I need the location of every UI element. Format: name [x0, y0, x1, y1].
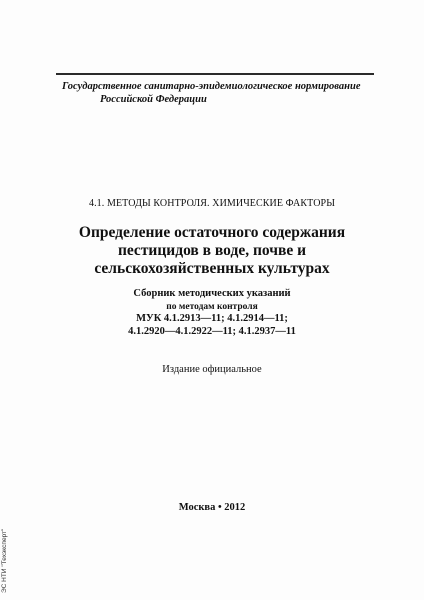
header-text — [56, 80, 374, 106]
title-line-3: сельскохозяйственных культурах — [94, 260, 330, 277]
collection-line-4: 4.1.2920—4.1.2922—11; 4.1.2937—11 — [128, 325, 296, 337]
footer-city-year: Москва • 2012 — [178, 502, 246, 513]
collection-block — [0, 288, 424, 338]
collection-line-3: МУК 4.1.2913—11; 4.1.2914—11; — [136, 313, 288, 324]
document-title — [0, 224, 424, 278]
header-line-1: Государственное санитарно-эпидемиологическое нормирование — [62, 81, 361, 92]
header-rule — [56, 73, 374, 75]
header-block — [56, 73, 374, 106]
section-heading: 4.1. МЕТОДЫ КОНТРОЛЯ. ХИМИЧЕСКИЕ ФАКТОРЫ — [88, 198, 336, 209]
edition-label: Издание официальное — [162, 364, 262, 375]
collection-line-1: Сборник методических указаний — [133, 288, 291, 299]
title-line-1: Определение остаточного содержания — [78, 224, 346, 241]
header-line-2: Российской Федерации — [100, 94, 207, 105]
title-line-2: пестицидов в воде, почве и — [117, 242, 307, 259]
collection-line-2: по методам контроля — [166, 301, 258, 312]
watermark-text: ЭС НТИ "Техэксперт" — [1, 528, 8, 593]
